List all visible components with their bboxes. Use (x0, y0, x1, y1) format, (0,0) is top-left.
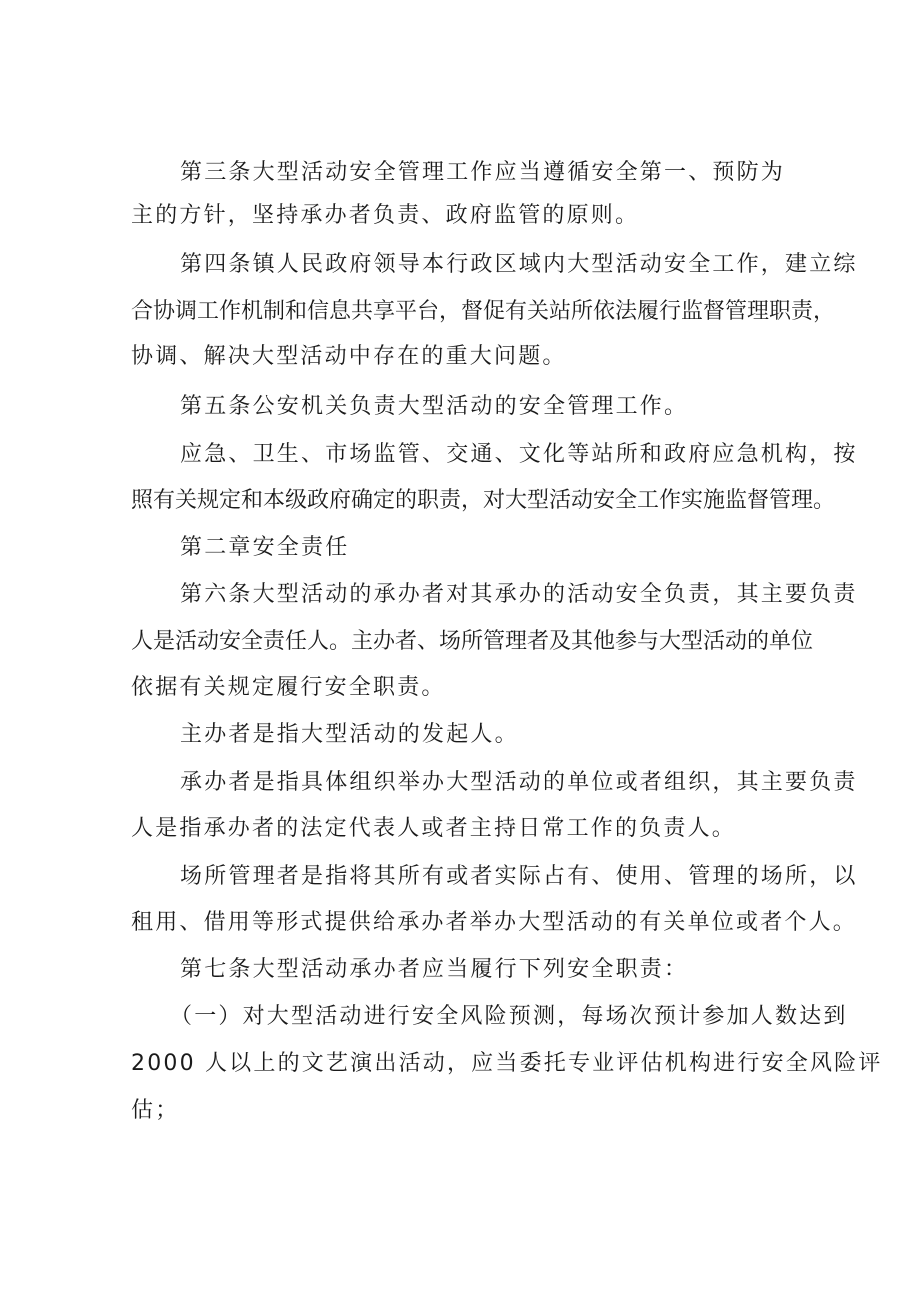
item-1-line-3: 估； (131, 1098, 180, 1123)
venue-manager-definition-line-2: 租用、借用等形式提供给承办者举办大型活动的有关单位或者个人。 (131, 910, 858, 935)
article-4-line-1: 第四条镇人民政府领导本行政区域内大型活动安全工作，建立综 (180, 252, 858, 277)
chapter-2-heading: 第二章安全责任 (180, 535, 350, 560)
sponsor-definition: 主办者是指大型活动的发起人。 (180, 722, 519, 747)
article-6-line-3: 依据有关规定履行安全职责。 (131, 675, 446, 700)
article-5-line-1: 第五条公安机关负责大型活动的安全管理工作。 (180, 394, 689, 419)
paragraph-agencies-line-1: 应急、卫生、市场监管、交通、文化等站所和政府应急机构，按 (180, 442, 858, 467)
paragraph-agencies-line-2: 照有关规定和本级政府确定的职责，对大型活动安全工作实施监督管理。 (131, 488, 836, 513)
item-1-line-2: 2000 人以上的文艺演出活动，应当委托专业评估机构进行安全风险评 (131, 1051, 883, 1076)
organizer-definition-line-2: 人是指承办者的法定代表人或者主持日常工作的负责人。 (131, 816, 737, 841)
article-6-line-2: 人是活动安全责任人。主办者、场所管理者及其他参与大型活动的单位 (131, 629, 814, 654)
item-1-line-1: （一）对大型活动进行安全风险预测，每场次预计参加人数达到 (170, 1004, 848, 1029)
article-7-line-1: 第七条大型活动承办者应当履行下列安全职责： (180, 957, 689, 982)
article-6-line-1: 第六条大型活动的承办者对其承办的活动安全负责，其主要负责 (180, 582, 858, 607)
article-4-line-2: 合协调工作机制和信息共享平台，督促有关站所依法履行监督管理职责， (131, 299, 836, 324)
article-3-line-1: 第三条大型活动安全管理工作应当遵循安全第一、预防为 (180, 160, 786, 185)
organizer-definition-line-1: 承办者是指具体组织举办大型活动的单位或者组织，其主要负责 (180, 770, 858, 795)
article-4-line-3: 协调、解决大型活动中存在的重大问题。 (131, 344, 567, 369)
venue-manager-definition-line-1: 场所管理者是指将其所有或者实际占有、使用、管理的场所，以 (180, 864, 858, 889)
article-3-line-2: 主的方针，坚持承办者负责、政府监管的原则。 (131, 203, 640, 228)
